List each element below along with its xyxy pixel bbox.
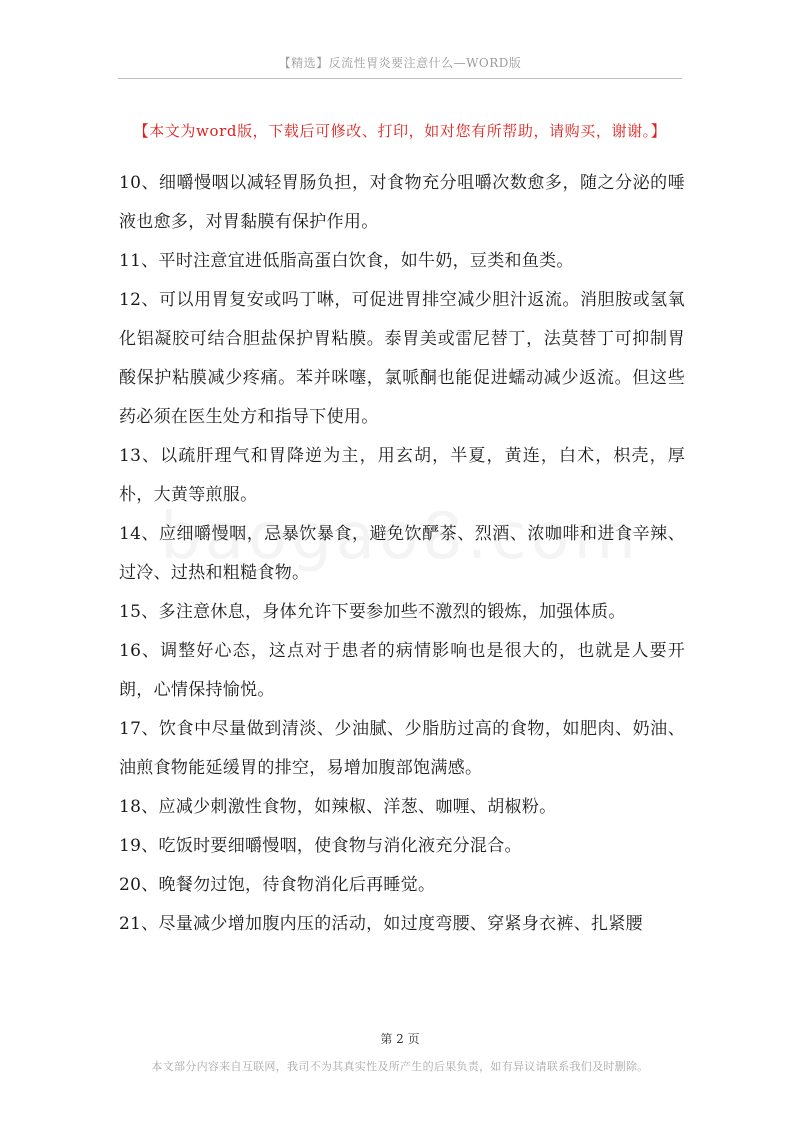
paragraph-13: 13、以疏肝理气和胃降逆为主，用玄胡，半夏，黄连，白术，枳壳，厚朴，大黄等煎服。 bbox=[119, 446, 685, 505]
paragraph-17: 17、饮食中尽量做到清淡、少油腻、少脂肪过高的食物，如肥肉、奶油、油煎食物能延缓胃的排空，易增加腹部饱满感。 bbox=[119, 719, 685, 778]
paragraph-20: 20、晚餐勿过饱，待食物消化后再睡觉。 bbox=[119, 875, 436, 895]
purchase-notice: 【本文为word版，下载后可修改、打印，如对您有所帮助，请购买，谢谢。】 bbox=[133, 122, 667, 140]
page-number: 第 2 页 bbox=[380, 1032, 420, 1046]
paragraph-10: 10、细嚼慢咽以减轻胃肠负担，对食物充分咀嚼次数愈多，随之分泌的唾液也愈多，对胃黏膜有保护作用。 bbox=[119, 173, 685, 232]
footer-disclaimer: 本文部分内容来自互联网，我司不为其真实性及所产生的后果负责，如有异议请联系我们及时删除。 bbox=[151, 1060, 649, 1073]
paragraph-15: 15、多注意休息，身体允许下要参加些不激烈的锻炼，加强体质。 bbox=[119, 602, 626, 622]
paragraph-14: 14、应细嚼慢咽，忌暴饮暴食，避免饮酽茶、烈酒、浓咖啡和进食辛辣、过冷、过热和粗糙食物。 bbox=[119, 524, 685, 583]
header-divider bbox=[118, 78, 682, 79]
paragraph-19: 19、吃饭时要细嚼慢咽，使食物与消化液充分混合。 bbox=[119, 836, 522, 856]
document-header: 【精选】反流性胃炎要注意什么—WORD版 bbox=[278, 56, 522, 70]
document-body bbox=[119, 164, 685, 944]
paragraph-21: 21、尽量减少增加腹内压的活动，如过度弯腰、穿紧身衣裤、扎紧腰 bbox=[119, 914, 643, 934]
paragraph-11: 11、平时注意宜进低脂高蛋白饮食，如牛奶，豆类和鱼类。 bbox=[119, 251, 574, 271]
paragraph-16: 16、调整好心态，这点对于患者的病情影响也是很大的，也就是人要开朗，心情保持愉悦。 bbox=[119, 641, 685, 700]
paragraph-12: 12、可以用胃复安或吗丁啉，可促进胃排空减少胆汁返流。消胆胺或氢氧化铝凝胶可结合胆盐保护胃粘膜。泰胃美或雷尼替丁，法莫替丁可抑制胃酸保护粘膜减少疼痛。苯并咪噻，氯哌酮也能促进蠕动减少返流。但这些药必须在医生处方和指导下使用。 bbox=[119, 290, 685, 427]
paragraph-18: 18、应减少刺激性食物，如辣椒、洋葱、咖喱、胡椒粉。 bbox=[119, 797, 557, 817]
